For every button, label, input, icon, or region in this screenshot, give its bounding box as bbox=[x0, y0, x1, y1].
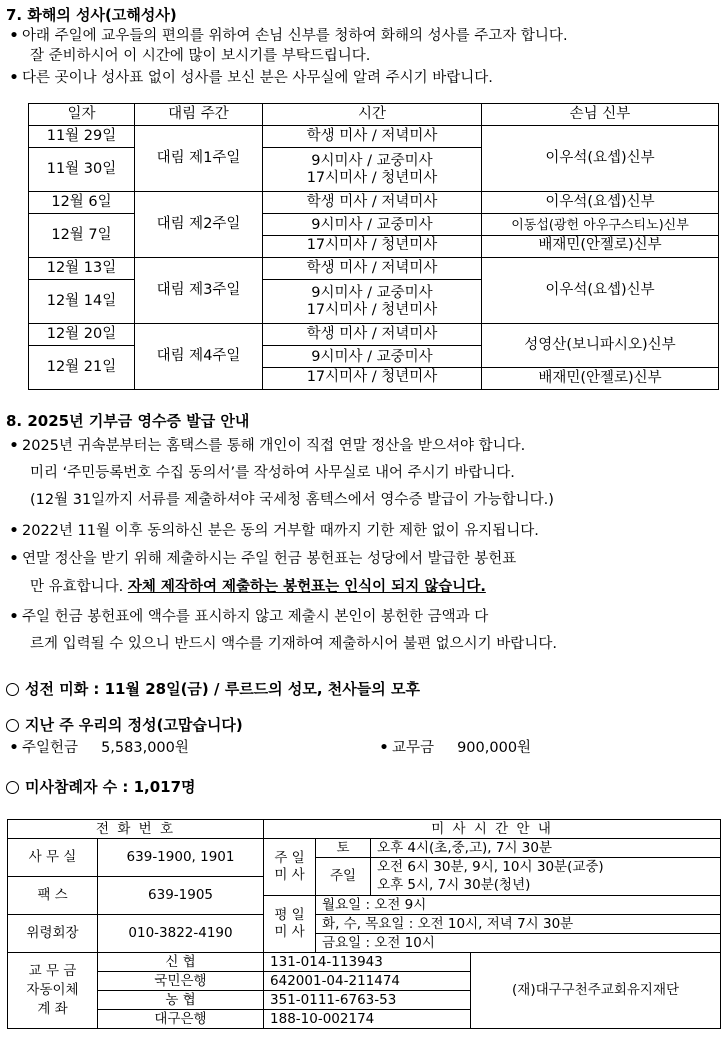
circle-bullet-icon bbox=[6, 781, 19, 794]
s8-bullet-3-cont: 만 유효합니다. 자체 제작하여 제출하는 봉헌표는 인식이 되지 않습니다. bbox=[30, 579, 486, 595]
priest-cell-split: 성영산(보니파시오)신부 배재민(안젤로)신부 bbox=[482, 324, 719, 390]
s8-bullet-1-cont-2: (12월 31일까지 서류를 제출하셔야 국세청 홈텍스에서 영수증 발급이 가능합니다.) bbox=[30, 492, 554, 508]
weekday-mass-label: 평 일 미 사 bbox=[264, 896, 316, 953]
sunday-label: 주일 bbox=[316, 858, 371, 896]
time-cell: 학생 미사 / 저녁미사 bbox=[263, 192, 482, 214]
header-week: 대림 주간 bbox=[135, 104, 263, 126]
header-date: 일자 bbox=[29, 104, 135, 126]
s8-bullet-1-cont-1: 미리 ‘주민등록번호 수집 동의서’를 작성하여 사무실로 내어 주시기 바랍니다. bbox=[30, 465, 515, 481]
circle-bullet-icon bbox=[6, 719, 19, 732]
date-cell: 11월 29일 bbox=[29, 126, 135, 148]
council-label: 위령회장 bbox=[8, 915, 98, 953]
sunday-times-1: 오전 6시 30분, 9시, 10시 30분(교중) bbox=[371, 858, 721, 877]
priest-cell-split: 이동섭(광헌 아우구스티노)신부 배재민(안젤로)신부 bbox=[482, 214, 719, 258]
priest-cell: 이우석(요셉)신부 bbox=[482, 258, 719, 324]
fax-number: 639-1905 bbox=[98, 877, 264, 915]
mass-header: 미 사 시 간 안 내 bbox=[264, 820, 721, 839]
date-cell: 12월 20일 bbox=[29, 324, 135, 346]
s7-bullet-2: • 다른 곳이나 성사표 없이 성사를 보신 분은 사무실에 알려 주시기 바랍니다. bbox=[9, 70, 493, 86]
s8-bullet-4-cont: 르게 입력될 수 있으니 반드시 액수를 기재하여 제출하시어 불편 없으시기 바랍니다. bbox=[30, 636, 557, 652]
week-cell: 대림 제4주일 bbox=[135, 324, 263, 390]
header-priest: 손님 신부 bbox=[482, 104, 719, 126]
week-cell: 대림 제2주일 bbox=[135, 192, 263, 258]
s8-bullet-2: • 2022년 11월 이후 동의하신 분은 동의 거부할 때까지 기한 제한 없이 유지됩니다. bbox=[9, 523, 539, 539]
offering-title: 지난 주 우리의 정성(고맙습니다) bbox=[6, 714, 243, 735]
s8-bullet-1: • 2025년 귀속분부터는 홈택스를 통해 개인이 직접 연말 정산을 받으셔야 합니다. bbox=[9, 438, 526, 454]
mihwa-notice: 성전 미화 : 11월 28일(금) / 루르드의 성모, 천사들의 모후 bbox=[6, 678, 420, 699]
section-8-title: 8. 2025년 기부금 영수증 발급 안내 bbox=[6, 412, 250, 430]
weekday-times-2: 화, 수, 목요일 : 오전 10시, 저녁 7시 30분 bbox=[316, 915, 721, 934]
date-cell: 12월 14일 bbox=[29, 280, 135, 324]
saturday-label: 토 bbox=[316, 839, 371, 858]
saturday-times: 오후 4시(초,중,고), 7시 30분 bbox=[371, 839, 721, 858]
bank-account: 351-0111-6763-53 bbox=[264, 991, 471, 1010]
week-cell: 대림 제1주일 bbox=[135, 126, 263, 192]
church-info-table bbox=[7, 819, 721, 1029]
transfer-label: 교 무 금 자동이체 계 좌 bbox=[8, 953, 98, 1029]
header-time: 시간 bbox=[263, 104, 482, 126]
bank-account: 188-10-002174 bbox=[264, 1010, 471, 1029]
sunday-times-2: 오후 5시, 7시 30분(청년) bbox=[371, 877, 721, 896]
date-cell: 11월 30일 bbox=[29, 148, 135, 192]
weekday-times-1: 월요일 : 오전 9시 bbox=[316, 896, 721, 915]
date-cell: 12월 21일 bbox=[29, 346, 135, 390]
fax-label: 팩 스 bbox=[8, 877, 98, 915]
bank-account: 642001-04-211474 bbox=[264, 972, 471, 991]
week-cell: 대림 제3주일 bbox=[135, 258, 263, 324]
attendance-notice: 미사참례자 수 : 1,017명 bbox=[6, 776, 196, 797]
bank-name: 농 협 bbox=[98, 991, 264, 1010]
bank-name: 국민은행 bbox=[98, 972, 264, 991]
time-cell-split: 9시미사 / 교중미사 17시미사 / 청년미사 bbox=[263, 214, 482, 258]
s7-bullet-1-cont: 잘 준비하시어 이 시간에 많이 보시기를 부탁드립니다. bbox=[30, 48, 371, 64]
time-cell: 학생 미사 / 저녁미사 bbox=[263, 324, 482, 346]
confession-schedule-table bbox=[28, 103, 719, 390]
bank-account: 131-014-113943 bbox=[264, 953, 471, 972]
council-phone: 010-3822-4190 bbox=[98, 915, 264, 953]
date-cell: 12월 6일 bbox=[29, 192, 135, 214]
time-cell: 9시미사 / 교중미사 17시미사 / 청년미사 bbox=[263, 148, 482, 192]
priest-cell: 이우석(요셉)신부 bbox=[482, 126, 719, 192]
priest-cell: 이우석(요셉)신부 bbox=[482, 192, 719, 214]
office-phone: 639-1900, 1901 bbox=[98, 839, 264, 877]
bank-name: 신 협 bbox=[98, 953, 264, 972]
bank-name: 대구은행 bbox=[98, 1010, 264, 1029]
phone-header: 전 화 번 호 bbox=[8, 820, 264, 839]
date-cell: 12월 7일 bbox=[29, 214, 135, 258]
weekday-times-3: 금요일 : 오전 10시 bbox=[316, 934, 721, 953]
section-7-title: 7. 화해의 성사(고해성사) bbox=[6, 6, 177, 24]
s8-bullet-4: • 주일 헌금 봉헌표에 액수를 표시하지 않고 제출시 본인이 봉헌한 금액과 다 bbox=[9, 609, 489, 625]
time-cell: 학생 미사 / 저녁미사 bbox=[263, 126, 482, 148]
warning-text: 자체 제작하여 제출하는 봉헌표는 인식이 되지 않습니다. bbox=[127, 579, 486, 595]
time-cell-split: 9시미사 / 교중미사 17시미사 / 청년미사 bbox=[263, 346, 482, 390]
offering-dues: • 교무금 900,000원 bbox=[379, 740, 532, 756]
s7-bullet-1: • 아래 주일에 교우들의 편의를 위하여 손님 신부를 청하여 화해의 성사를 주고자 합니다. bbox=[9, 28, 568, 44]
s8-bullet-3: • 연말 정산을 받기 위해 제출하시는 주일 헌금 봉헌표는 성당에서 발급한 봉헌표 bbox=[9, 551, 517, 567]
circle-bullet-icon bbox=[6, 683, 19, 696]
offering-sunday: • 주일헌금 5,583,000원 bbox=[9, 740, 189, 756]
date-cell: 12월 13일 bbox=[29, 258, 135, 280]
time-cell: 9시미사 / 교중미사 17시미사 / 청년미사 bbox=[263, 280, 482, 324]
time-cell: 학생 미사 / 저녁미사 bbox=[263, 258, 482, 280]
office-label: 사 무 실 bbox=[8, 839, 98, 877]
account-holder: (재)대구구천주교회유지재단 bbox=[471, 953, 721, 1029]
sunday-mass-label: 주 일 미 사 bbox=[264, 839, 316, 896]
